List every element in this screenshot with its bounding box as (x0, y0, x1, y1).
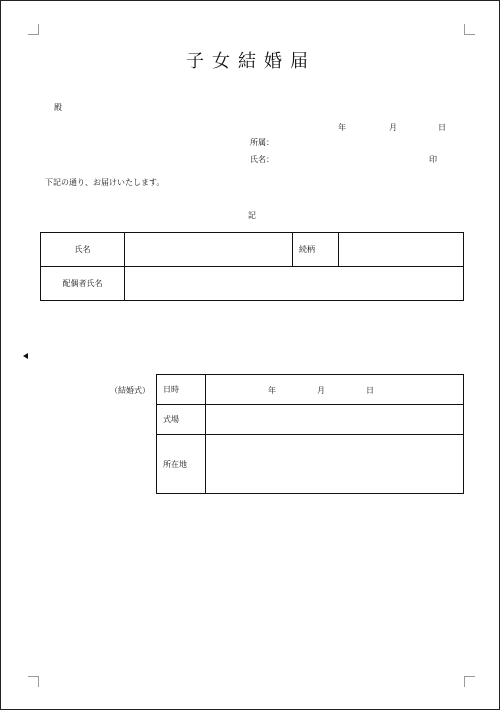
crop-mark-top-right (464, 24, 475, 35)
datetime-field[interactable] (206, 375, 464, 405)
relation-field[interactable] (339, 233, 464, 267)
date-year-label: 年 (338, 123, 346, 132)
datetime-label: 日時 (157, 375, 206, 405)
child-name-field[interactable] (125, 233, 293, 267)
crop-mark-bottom-right (464, 676, 475, 687)
child-name-label: 氏名 (41, 233, 125, 267)
venue-label: 式場 (157, 405, 206, 435)
crop-mark-bottom-left (28, 676, 39, 687)
spouse-name-field[interactable] (125, 267, 464, 301)
applicant-name-label: 氏名： (250, 155, 274, 164)
crop-mark-top-left (28, 24, 39, 35)
location-label: 所在地 (157, 435, 206, 494)
spouse-name-label: 配偶者氏名 (41, 267, 125, 301)
ceremony-table (156, 374, 464, 494)
ceremony-year-label: 年 (268, 386, 276, 395)
date-month-label: 月 (389, 123, 397, 132)
intro-text: 下記の通り、お届けいたします。 (45, 178, 165, 187)
addressee-suffix: 殿 (54, 103, 62, 112)
department-label: 所属： (250, 138, 274, 147)
relation-label: 続柄 (293, 233, 339, 267)
ceremony-month-label: 月 (317, 386, 325, 395)
ceremony-label: （結婚式） (110, 386, 150, 395)
venue-field[interactable] (206, 405, 464, 435)
child-info-table (40, 232, 464, 301)
location-field[interactable] (206, 435, 464, 494)
ceremony-day-label: 日 (366, 386, 374, 395)
date-day-label: 日 (438, 123, 446, 132)
seal-label: 印 (429, 155, 437, 164)
triangle-marker-icon (23, 353, 28, 359)
note-heading: 記 (248, 211, 256, 220)
document-title: 子女結婚届 (186, 51, 316, 72)
